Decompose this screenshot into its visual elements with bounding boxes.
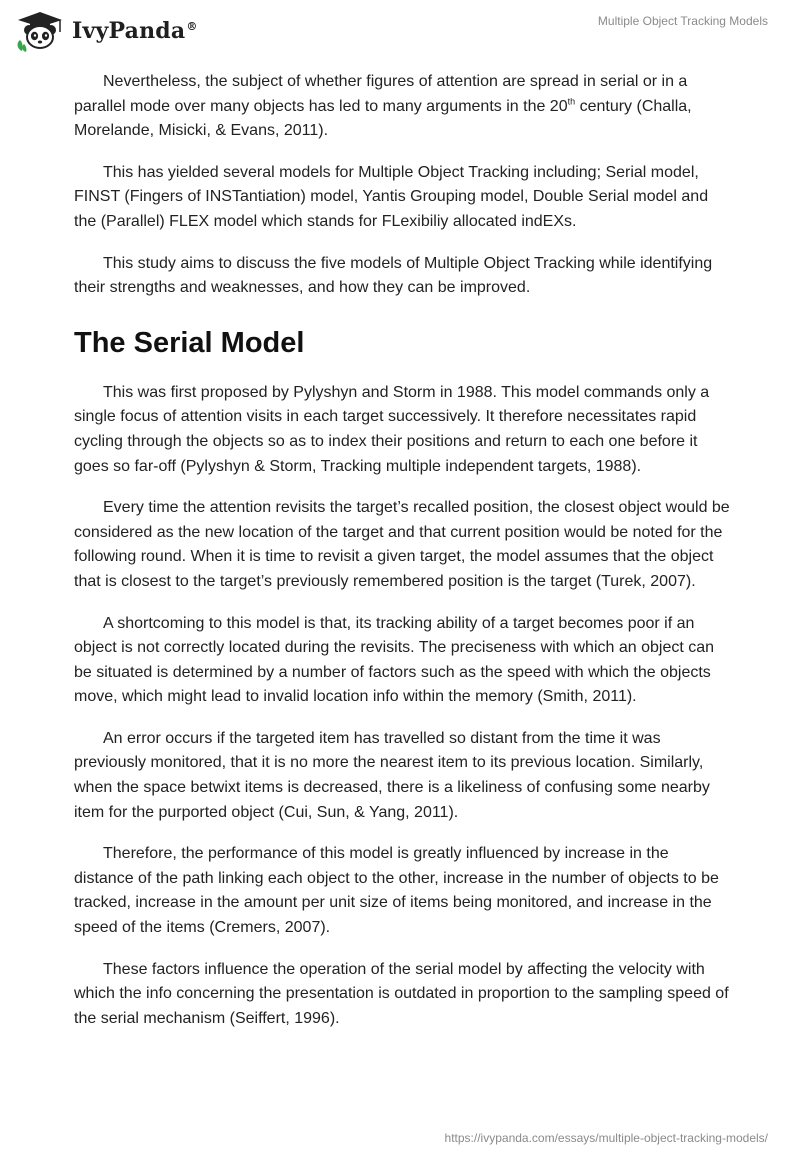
ivypanda-logo[interactable]	[14, 10, 198, 52]
source-url-link[interactable]: https://ivypanda.com/essays/multiple-object-tracking-models/	[444, 1131, 768, 1145]
paragraph: This was first proposed by Pylyshyn and Storm in 1988. This model commands only a single focus of attention visits in each target successively. It therefore necessitates rapid cycling through the objects so as to index their positions and return to each one before it goes so far-off (Pylyshyn & Storm, Tracking multiple independent targets, 1988).	[74, 383, 710, 475]
paragraph: This study aims to discuss the five models of Multiple Object Tracking while identifying their strengths and weaknesses, and how they can be improved.	[74, 254, 713, 297]
essay-body	[74, 70, 730, 1031]
paragraph: These factors influence the operation of the serial model by affecting the velocity with which the info concerning the presentation is outdated in proportion to the sampling speed of the serial mechanism (Seiffert, 1996).	[74, 960, 729, 1027]
paragraph: This has yielded several models for Multiple Object Tracking including; Serial model, FINST (Fingers of INSTantiation) model, Yantis Grouping model, Double Serial model and the (Parallel) FLEX model which stands for FLexibiliy allocated indEXs.	[74, 163, 709, 230]
page-header	[0, 0, 800, 70]
paragraph: A shortcoming to this model is that, its tracking ability of a target becomes poor if an object is not correctly located during the revisits. The preciseness with which an object can be situated is determined by a number of factors such as the speed with which the objects move, which might lead to invalid location info within the memory (Smith, 2011).	[74, 614, 715, 706]
paragraph: An error occurs if the targeted item has travelled so distant from the time it was previously monitored, that it is no more the nearest item to its previous location. Similarly, when the space betwixt items is decreased, there is a likeliness of confusing some nearby item for the purported object (Cui, Sun, & Yang, 2011).	[74, 729, 710, 821]
document-title: Multiple Object Tracking Models	[597, 14, 768, 28]
panda-graduate-icon	[14, 10, 66, 52]
section-heading: The Serial Model	[74, 326, 305, 359]
paragraph: Every time the attention revisits the target’s recalled position, the closest object would be considered as the new location of the target and that current position would be noted for the following round. When it is time to revisit a given target, the model assumes that the object that is closest to the target’s previously remembered position is the target (Turek, 2007).	[74, 499, 730, 590]
paragraph: Therefore, the performance of this model is greatly influenced by increase in the distance of the path linking each object to the other, increase in the number of objects to be tracked, increase in the amount per unit size of items being monitored, and increase in the speed of the items (Cremers, 2007).	[74, 845, 719, 937]
paragraph: Nevertheless, the subject of whether figures of attention are spread in serial or in a parallel mode over many objects has led to many arguments in the 20th century (Challa, Morelande, Misicki, & Evans, 2011).	[74, 73, 692, 140]
brand-name: IvyPanda®	[72, 18, 198, 44]
